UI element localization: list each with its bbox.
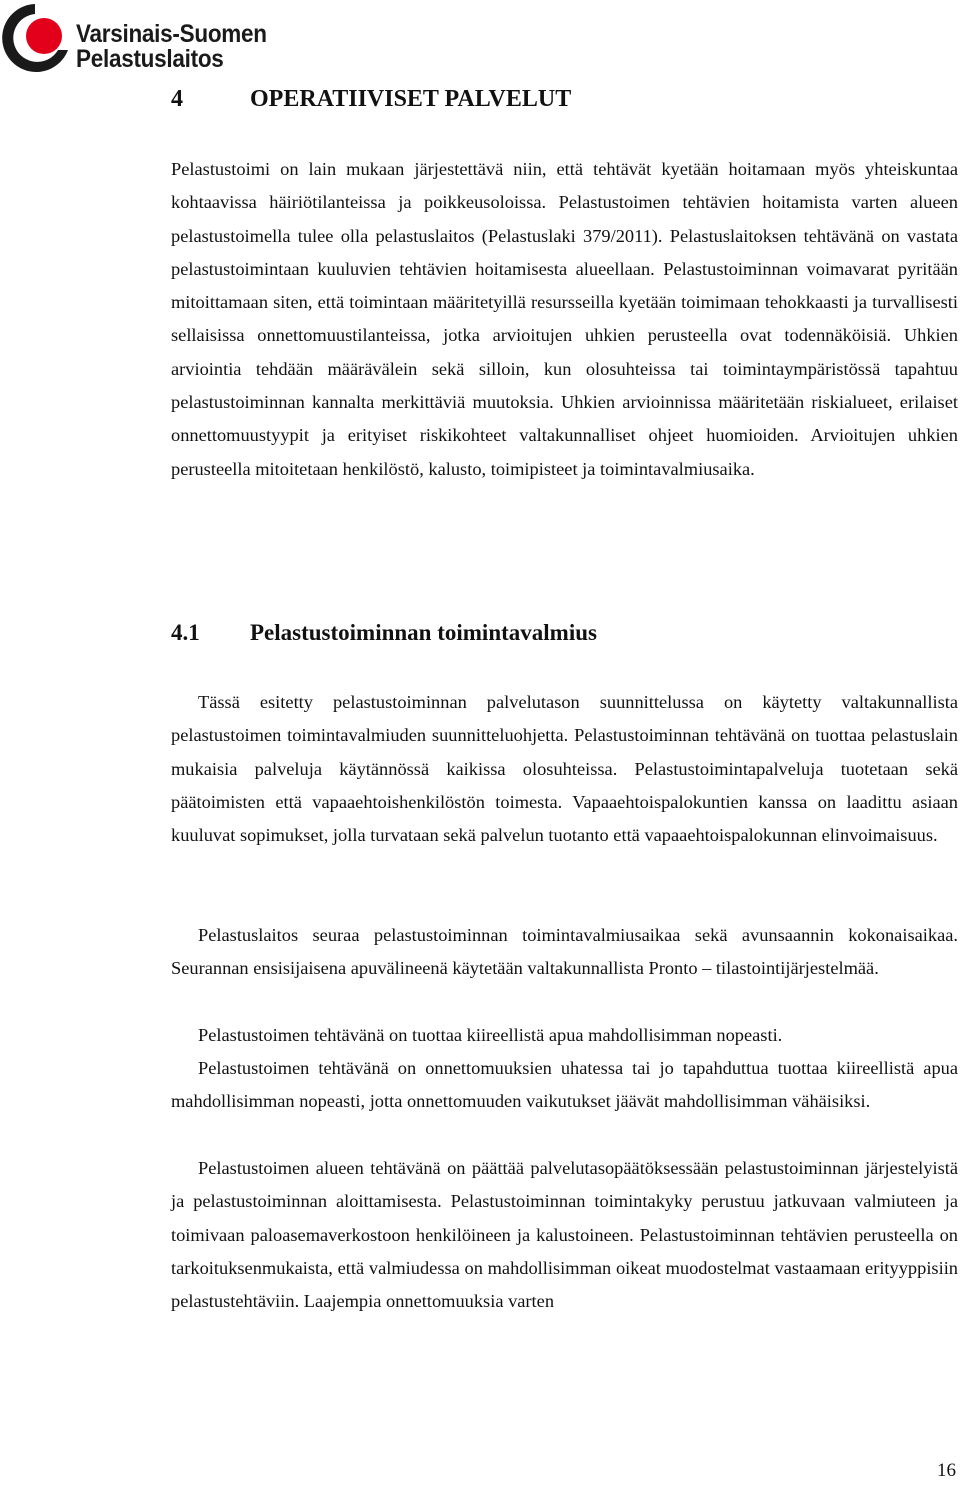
page-number: 16 [937, 1460, 956, 1481]
section-heading [171, 86, 571, 113]
section-number: 4 [171, 86, 183, 112]
logo-emblem-icon [2, 2, 68, 74]
body-paragraph: Pelastustoimen tehtävänä on tuottaa kiireellistä apua mahdollisimman nopeasti. [198, 1025, 783, 1045]
section-title: OPERATIIVISET PALVELUT [250, 86, 572, 112]
organization-logo [2, 2, 302, 78]
body-paragraph: Pelastuslaitos seuraa pelastustoiminnan toimintavalmiusaikaa sekä avunsaannin kokonaisaikaa. Seurannan ensisijaisena apuvälineenä käytetään valtakunnallista Pronto – tilastointijärjestelmää. [171, 925, 958, 979]
logo-line-2: Pelastuslaitos [76, 45, 224, 73]
subsection-title: Pelastustoiminnan toimintavalmius [250, 620, 597, 645]
body-paragraph: Pelastustoimen tehtävänä on onnettomuuksien uhatessa tai jo tapahduttua tuottaa kiireellistä apua mahdollisimman nopeasti, jotta onnettomuuden vaikutukset jäävät mahdollisimman vähäisiksi. [171, 1058, 958, 1112]
body-paragraph: Tässä esitetty pelastustoiminnan palvelutason suunnittelussa on käytetty valtakunnallista pelastustoimen toimintavalmiuden suunnitteluohjetta. Pelastustoiminnan tehtävänä on tuottaa pelastuslain mukaisia palveluja käytännössä kaikissa olosuhteissa. Pelastustoimintapalveluja tuotetaan sekä päätoimisten että vapaaehtoishenkilöstön toimesta. Vapaaehtoispalokuntien kanssa on laadittu asiaan kuuluvat sopimukset, jolla turvataan sekä palvelun tuotanto että vapaaehtoispalokunnan elinvoimaisuus. [171, 692, 958, 846]
logo-wordmark [76, 22, 267, 72]
section-intro-paragraph: Pelastustoimi on lain mukaan järjestettävä niin, että tehtävät kyetään hoitamaan myös yhteiskuntaa kohtaavissa häiriötilanteissa ja poikkeusoloissa. Pelastustoimen tehtävien hoitamista varten alueen pelastustoimella tulee olla pelastuslaitos (Pelastuslaki 379/2011). Pelastuslaitoksen tehtävänä on vastata pelastustoimintaan kuuluvien tehtävien hoitamisesta alueellaan. Pelastustoiminnan voimavarat pyritään mitoittamaan siten, että toimintaan määritetyillä resursseilla kyetään toimimaan tehokkaasti ja turvallisesti sellaisissa onnettomuustilanteissa, jotka arvioitujen uhkien perusteella ovat todennäköisiä. Uhkien arviointia tehdään määrävälein sekä silloin, kun olosuhteissa tai toimintaympäristössä tapahtuu pelastustoiminnan kannalta merkittäviä muutoksia. Uhkien arvioinnissa määritetään riskialueet, erilaiset onnettomuustyypit ja erityiset riskikohteet valtakunnalliset ohjeet huomioiden. Arvioitujen uhkien perusteella mitoitetaan henkilöstö, kalusto, toimipisteet ja toimintavalmiusaika. [171, 159, 958, 479]
body-paragraph: Pelastustoimen alueen tehtävänä on päättää palvelutasopäätöksessään pelastustoiminnan järjestelyistä ja pelastustoiminnan aloittamisesta. Pelastustoiminnan toimintakyky perustuu jatkuvaan valmiuteen ja toimivaan paloasemaverkostoon henkilöineen ja kalustoineen. Pelastustoiminnan tehtävien perusteella on tarkoituksenmukaista, että valmiudessa on mahdollisimman oikeat muodostelmat vastaamaan erityyppisiin pelastustehtäviin. Laajempia onnettomuuksia varten [171, 1158, 958, 1312]
logo-line-1: Varsinais-Suomen [76, 20, 267, 48]
subsection-number: 4.1 [171, 620, 200, 645]
subsection-heading [171, 620, 597, 646]
